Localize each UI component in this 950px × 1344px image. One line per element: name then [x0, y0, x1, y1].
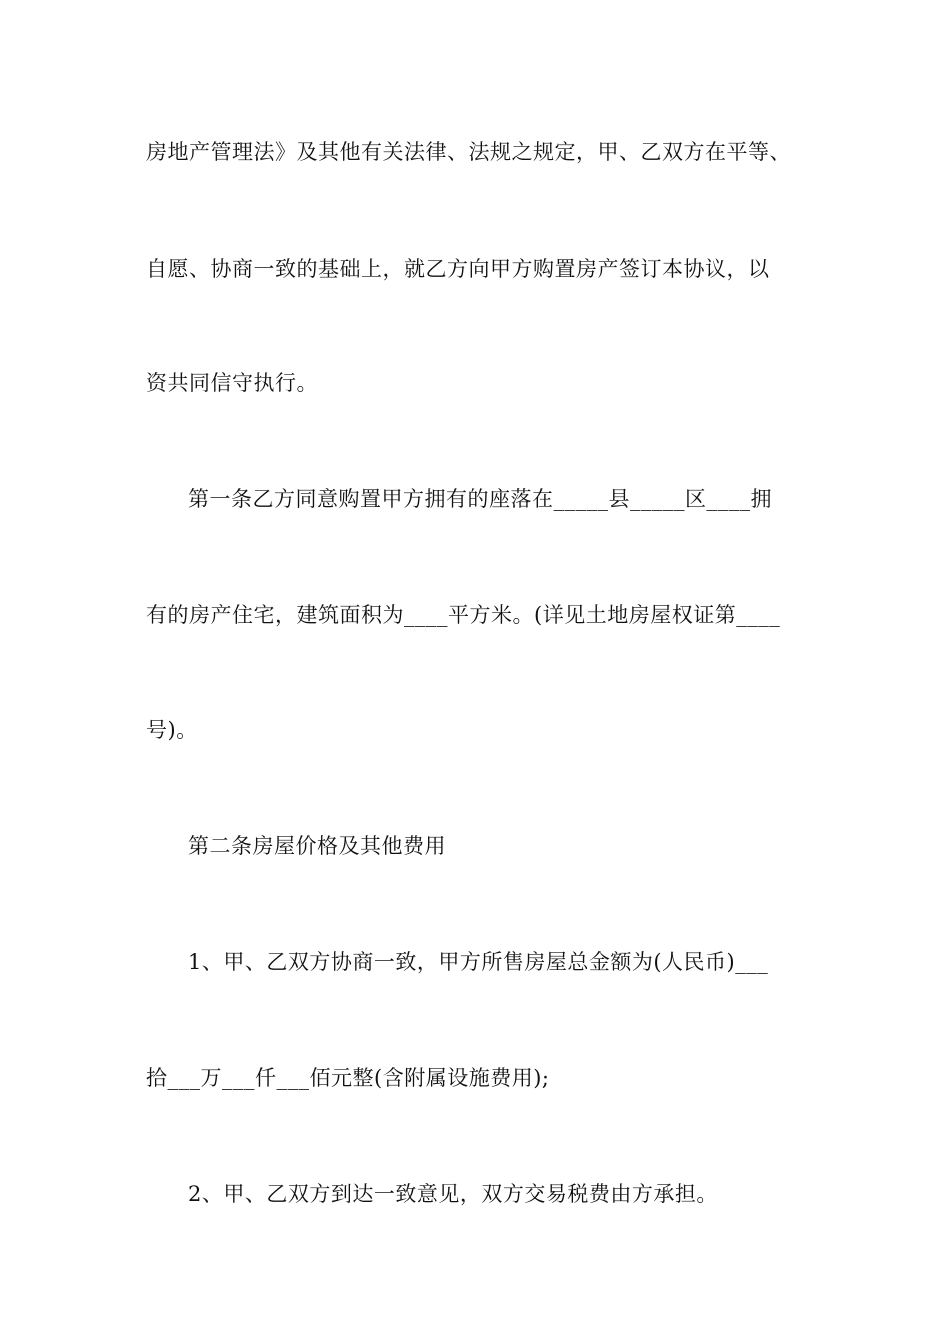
- body-text-line: 拾___万___仟___佰元整(含附属设施费用);: [146, 1066, 550, 1090]
- body-text-line: 有的房产住宅，建筑面积为____平方米。(详见土地房屋权证第____: [146, 603, 781, 627]
- article-1-text-line: 第一条乙方同意购置甲方拥有的座落在_____县_____区____拥: [188, 487, 772, 511]
- body-text-line: 资共同信守执行。: [146, 371, 318, 395]
- body-text-line: 房地产管理法》及其他有关法律、法规之规定，甲、乙双方在平等、: [146, 140, 791, 164]
- article-2-heading: 第二条房屋价格及其他费用: [188, 834, 446, 858]
- clause-2-text-line: 2、甲、乙双方到达一致意见，双方交易税费由方承担。: [188, 1182, 718, 1206]
- clause-1-text-line: 1、甲、乙双方协商一致，甲方所售房屋总金额为(人民币)___: [188, 950, 769, 974]
- body-text-line: 自愿、协商一致的基础上，就乙方向甲方购置房产签订本协议，以: [146, 257, 770, 281]
- body-text-line: 号)。: [146, 718, 198, 742]
